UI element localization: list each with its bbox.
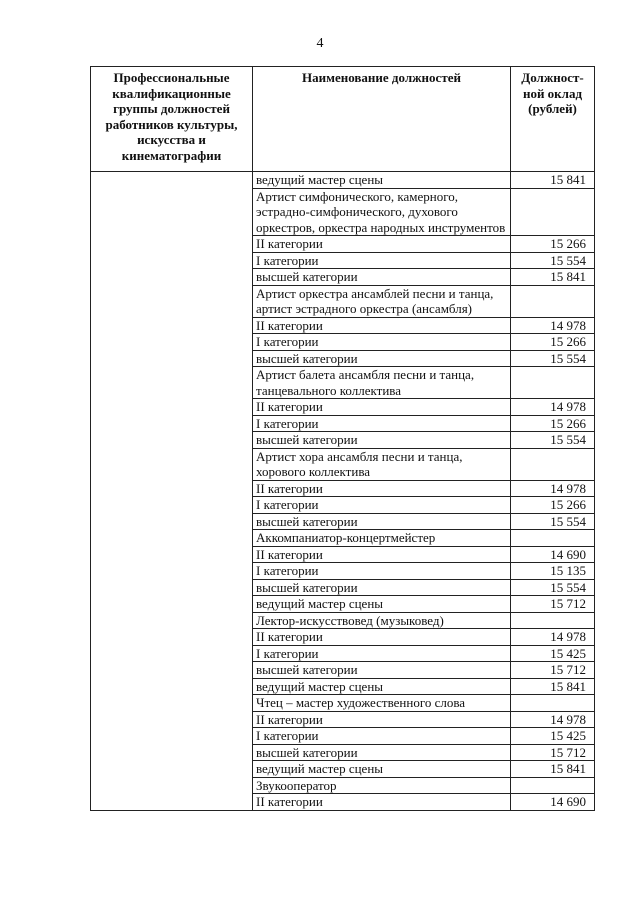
position-name-cell: I категории (253, 497, 511, 514)
header-position: Наименование должностей (253, 67, 511, 172)
salary-cell (511, 612, 595, 629)
position-name-cell: высшей категории (253, 744, 511, 761)
position-name-cell: II категории (253, 711, 511, 728)
position-name-cell: высшей категории (253, 579, 511, 596)
header-salary: Должност-ной оклад (рублей) (511, 67, 595, 172)
position-name-cell: I категории (253, 415, 511, 432)
salary-cell: 14 978 (511, 317, 595, 334)
position-name-cell: Аккомпаниатор-концертмейстер (253, 530, 511, 547)
position-name-cell: высшей категории (253, 269, 511, 286)
position-name-cell: ведущий мастер сцены (253, 596, 511, 613)
table-row (91, 172, 595, 189)
salary-cell (511, 530, 595, 547)
position-name-cell: II категории (253, 629, 511, 646)
position-name-cell: I категории (253, 645, 511, 662)
position-name-cell: Чтец – мастер художественного слова (253, 695, 511, 712)
salary-table (90, 66, 595, 811)
salary-cell (511, 367, 595, 399)
position-name-cell: II категории (253, 480, 511, 497)
salary-cell: 14 978 (511, 711, 595, 728)
position-name-cell: Артист оркестра ансамблей песни и танца, артист эстрадного оркестра (ансамбля) (253, 285, 511, 317)
position-name-cell: ведущий мастер сцены (253, 678, 511, 695)
position-name-cell: высшей категории (253, 350, 511, 367)
position-name-cell: высшей категории (253, 432, 511, 449)
position-name-cell: Артист хора ансамбля песни и танца, хорового коллектива (253, 448, 511, 480)
position-name-cell: II категории (253, 236, 511, 253)
table-header-row (91, 67, 595, 172)
salary-cell: 15 266 (511, 497, 595, 514)
salary-cell: 15 135 (511, 563, 595, 580)
salary-cell (511, 777, 595, 794)
salary-cell (511, 188, 595, 236)
salary-cell: 15 712 (511, 744, 595, 761)
position-name-cell: Артист симфонического, камерного, эстрадно-симфонического, духового оркестров, оркестра народных инструментов (253, 188, 511, 236)
salary-cell: 15 712 (511, 596, 595, 613)
salary-cell: 15 266 (511, 236, 595, 253)
salary-cell: 14 690 (511, 794, 595, 811)
position-name-cell: I категории (253, 728, 511, 745)
salary-cell: 14 978 (511, 480, 595, 497)
position-name-cell: Лектор-искусствовед (музыковед) (253, 612, 511, 629)
position-name-cell: I категории (253, 334, 511, 351)
salary-cell: 15 712 (511, 662, 595, 679)
salary-cell: 15 841 (511, 172, 595, 189)
salary-cell: 15 425 (511, 728, 595, 745)
salary-cell: 14 690 (511, 546, 595, 563)
position-name-cell: I категории (253, 252, 511, 269)
salary-cell: 15 841 (511, 678, 595, 695)
salary-cell (511, 695, 595, 712)
position-name-cell: II категории (253, 546, 511, 563)
salary-cell (511, 285, 595, 317)
salary-cell: 15 425 (511, 645, 595, 662)
position-name-cell: ведущий мастер сцены (253, 761, 511, 778)
salary-cell: 15 841 (511, 761, 595, 778)
salary-cell: 15 266 (511, 334, 595, 351)
position-name-cell: ведущий мастер сцены (253, 172, 511, 189)
position-name-cell: высшей категории (253, 662, 511, 679)
salary-cell: 15 266 (511, 415, 595, 432)
salary-cell: 15 554 (511, 252, 595, 269)
position-name-cell: II категории (253, 794, 511, 811)
table-body (91, 172, 595, 811)
position-name-cell: высшей категории (253, 513, 511, 530)
position-name-cell: II категории (253, 317, 511, 334)
salary-cell: 14 978 (511, 399, 595, 416)
salary-cell: 15 554 (511, 579, 595, 596)
salary-cell: 15 554 (511, 350, 595, 367)
page-number: 4 (316, 36, 324, 51)
header-group: Профессиональные квалификационные группы должностей работников культуры, искусства и кинематографии (91, 67, 253, 172)
salary-cell: 15 841 (511, 269, 595, 286)
group-cell (91, 172, 253, 811)
salary-cell (511, 448, 595, 480)
position-name-cell: Звукооператор (253, 777, 511, 794)
salary-cell: 15 554 (511, 513, 595, 530)
position-name-cell: Артист балета ансамбля песни и танца, танцевального коллектива (253, 367, 511, 399)
salary-cell: 14 978 (511, 629, 595, 646)
position-name-cell: II категории (253, 399, 511, 416)
position-name-cell: I категории (253, 563, 511, 580)
salary-cell: 15 554 (511, 432, 595, 449)
